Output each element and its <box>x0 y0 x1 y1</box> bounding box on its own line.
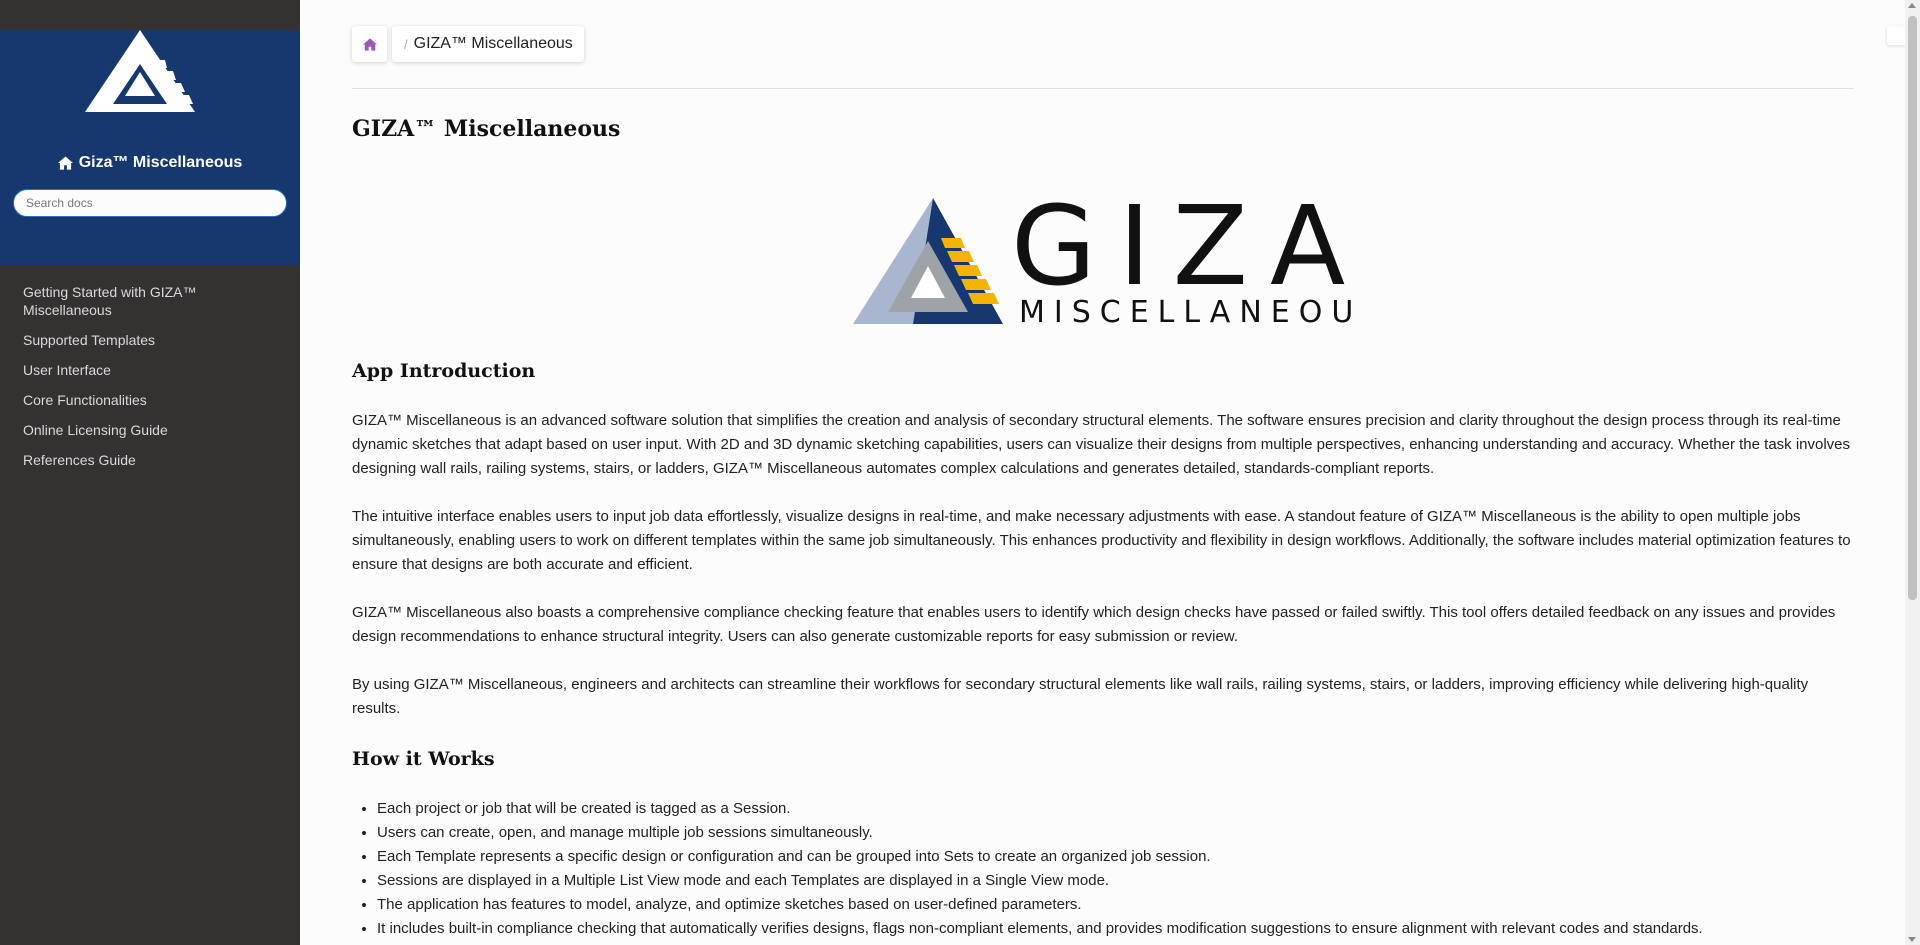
scroll-down-arrow-icon[interactable] <box>1908 937 1916 942</box>
logo-text: GIZA <box>1011 196 1353 310</box>
list-item: • Users can create, open, and manage multiple job sessions simultaneously. <box>377 821 1703 845</box>
giza-pyramid-icon <box>853 196 1353 326</box>
breadcrumb-separator: / <box>404 36 408 52</box>
intro-paragraph-4: By using GIZA™ Miscellaneous, engineers and architects can streamline their workflows for secondary structural elements like wall rails, railing systems, stairs, or ladders, improving efficiency while delivering high-quality results. <box>352 676 1809 717</box>
search-wrap <box>0 189 300 217</box>
project-title-text: Giza™ Miscellaneous <box>78 154 243 171</box>
sidebar <box>0 0 300 945</box>
list-item: • It includes built-in compliance checking that automatically verifies designs, flags non-compliant elements, and provides modification suggestions to ensure alignment with relevant codes and standards. <box>377 917 1703 941</box>
home-icon <box>58 156 73 170</box>
logo-subtext: MISCELLANEOU <box>1019 295 1353 326</box>
sidebar-header <box>0 30 300 265</box>
how-it-works-list <box>352 797 1703 941</box>
section-heading-how-it-works: How it Works <box>352 748 495 770</box>
search-input[interactable] <box>13 189 287 217</box>
page-title: GIZA™ Miscellaneous <box>352 116 621 142</box>
sidebar-nav <box>0 265 300 469</box>
home-icon <box>363 38 377 51</box>
list-item: • Each project or job that will be created is tagged as a Session. <box>377 797 1703 821</box>
sidebar-item-user-interface[interactable]: User Interface <box>23 362 111 378</box>
intro-paragraph-2: The intuitive interface enables users to input job data effortlessly, visualize designs in real-time, and make necessary adjustments with ease. A standout feature of GIZA™ Miscellaneous is the ability to open multiple jobs simultaneously, enabling users to work on different templates within the same job simultaneously. This enhances productivity and flexibility in design workflows. Additionally, the software includes material optimization features to ensure that designs are both accurate and efficient. <box>352 508 1851 573</box>
list-item: • The application has features to model, analyze, and optimize sketches based on user-defined parameters. <box>377 893 1703 917</box>
breadcrumb <box>352 0 1854 89</box>
intro-paragraph-3: GIZA™ Miscellaneous also boasts a comprehensive compliance checking feature that enables users to identify which design checks have passed or failed swiftly. This tool offers detailed feedback on any issues and provides design recommendations to enhance structural integrity. Users can also generate customizable reports for easy submission or review. <box>352 604 1836 645</box>
sidebar-item-online-licensing[interactable]: Online Licensing Guide <box>23 422 168 438</box>
list-item: • Each Template represents a specific design or configuration and can be grouped into Sets to create an organized job session. <box>377 845 1703 869</box>
list-item: • Sessions are displayed in a Multiple List View mode and each Templates are displayed in a Single View mode. <box>377 869 1703 893</box>
project-home-link[interactable] <box>58 154 243 172</box>
page-scrollbar[interactable] <box>1905 0 1920 945</box>
view-source-button[interactable] <box>1887 26 1906 45</box>
document <box>352 0 1854 937</box>
sidebar-item-core-functionalities[interactable]: Core Functionalities <box>23 392 147 408</box>
sidebar-item-references[interactable]: References Guide <box>23 452 136 468</box>
scroll-up-arrow-icon[interactable] <box>1908 3 1916 8</box>
giza-logo-icon[interactable] <box>85 30 215 140</box>
main-content <box>300 0 1905 945</box>
giza-banner-logo <box>853 196 1353 326</box>
scrollbar-thumb[interactable] <box>1908 16 1917 600</box>
sidebar-item-supported-templates[interactable]: Supported Templates <box>23 332 156 348</box>
section-heading-intro: App Introduction <box>352 360 536 382</box>
sidebar-item-getting-started[interactable]: Getting Started with GIZA™ Miscellaneous <box>23 284 197 318</box>
intro-paragraph-1: GIZA™ Miscellaneous is an advanced software solution that simplifies the creation and analysis of secondary structural elements. The software ensures precision and clarity throughout the design process through its real-time dynamic sketches that adapt based on user input. With 2D and 3D dynamic sketching capabilities, users can visualize their designs from multiple perspectives, enhancing understanding and accuracy. Whether the task involves designing wall rails, railing systems, stairs, or ladders, GIZA™ Miscellaneous automates complex calculations and generates detailed, standards-compliant reports. <box>352 412 1851 477</box>
breadcrumb-home-button[interactable] <box>352 26 387 62</box>
breadcrumb-current-label: GIZA™ Miscellaneous <box>413 35 573 52</box>
breadcrumb-current <box>392 26 584 62</box>
